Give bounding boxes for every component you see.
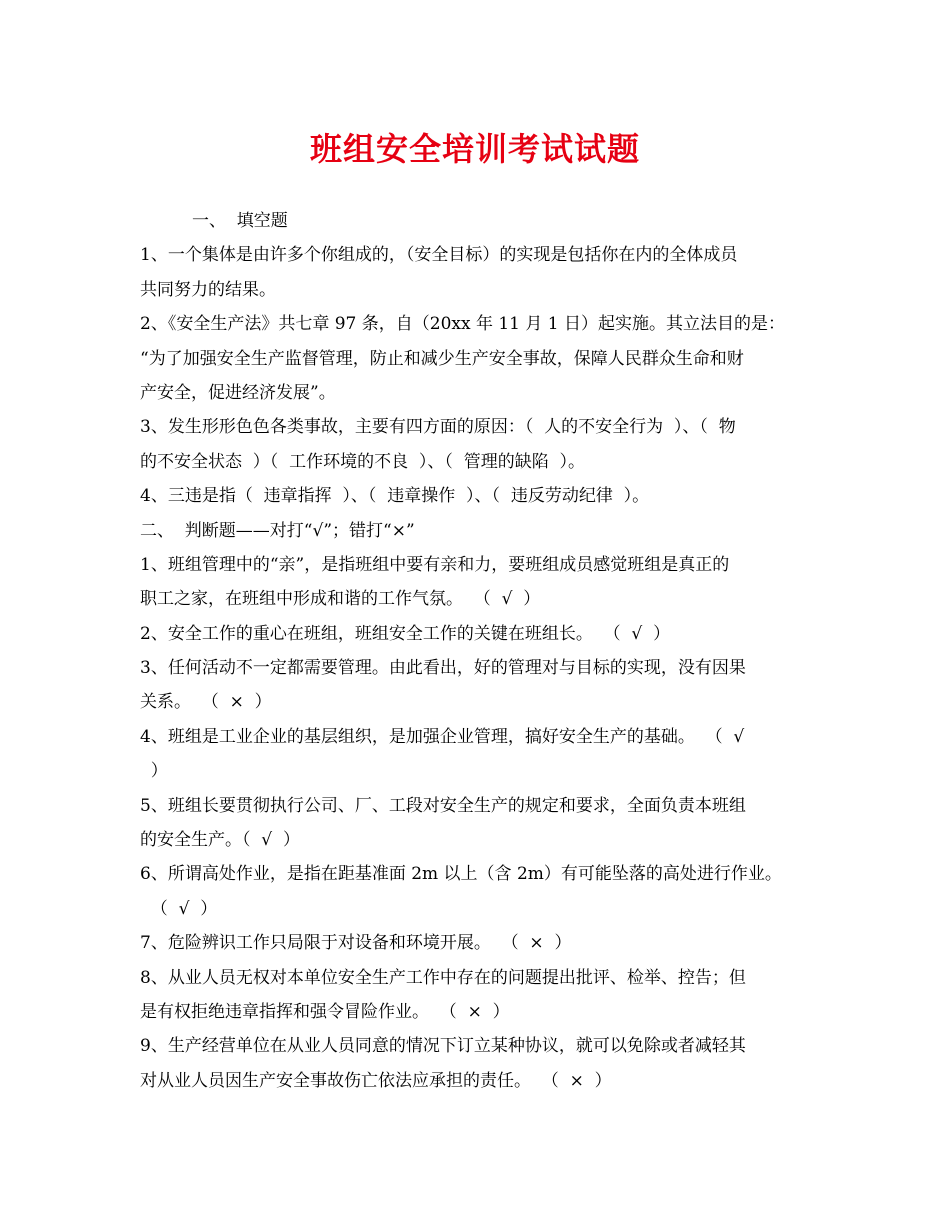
text-line: 2、《安全生产法》共七章 97 条，自（20xx 年 11 月 1 日）起实施。其立法目的是： — [140, 314, 786, 335]
text-line: 共同努力的结果。 — [140, 279, 276, 300]
text-line: （ √ ） — [140, 898, 218, 919]
text-line: 7、危险辨识工作只局限于对设备和环境开展。 （ × ） — [140, 933, 572, 954]
document-title: 班组安全培训考试试题 — [309, 130, 640, 168]
text-line: 1、班组管理中的“亲”，是指班组中要有亲和力，要班组成员感觉班组是真正的 — [140, 554, 730, 575]
document-body — [140, 204, 820, 1098]
text-line: “为了加强安全生产监督管理，防止和减少生产安全事故，保障人民群众生命和财 — [140, 348, 744, 369]
text-line: 3、发生形形色色各类事故，主要有四方面的原因：（ 人的不安全行为 ）、（ 物 — [140, 417, 736, 438]
text-line: 的不安全状态 ）（ 工作环境的不良 ）、（ 管理的缺陷 ）。 — [140, 451, 586, 472]
text-line: 8、从业人员无权对本单位安全生产工作中存在的问题提出批评、检举、控告；但 — [140, 967, 746, 988]
section-heading-true-false: 二、 判断题——对打“√”；错打“×” — [140, 520, 415, 541]
text-line: 4、班组是工业企业的基层组织，是加强企业管理，搞好安全生产的基础。 （ √ — [140, 726, 745, 747]
text-line: 产安全，促进经济发展”。 — [140, 382, 336, 403]
text-line: 职工之家，在班组中形成和谐的工作气氛。 （ √ ） — [140, 589, 541, 610]
text-line: ） — [140, 761, 168, 782]
text-line: 5、班组长要贯彻执行公司、厂、工段对安全生产的规定和要求，全面负责本班组 — [140, 795, 746, 816]
text-line: 4、三违是指（ 违章指挥 ）、（ 违章操作 ）、（ 违反劳动纪律 ）。 — [140, 486, 650, 507]
text-line: 6、所谓高处作业，是指在距基准面 2m 以上（含 2m）有可能坠落的高处进行作业。 — [140, 864, 782, 885]
text-line: 9、生产经营单位在从业人员同意的情况下订立某种协议，就可以免除或者减轻其 — [140, 1036, 746, 1057]
text-line: 的安全生产。（ √ ） — [140, 830, 300, 851]
text-line: 1、一个集体是由许多个你组成的，（安全目标）的实现是包括你在内的全体成员 — [140, 245, 738, 266]
text-line: 3、任何活动不一定都需要管理。由此看出，好的管理对与目标的实现，没有因果 — [140, 658, 746, 679]
text-line: 关系。 （ × ） — [140, 692, 272, 713]
section-heading-fill-blank: 一、 填空题 — [192, 211, 288, 231]
text-line: 是有权拒绝违章指挥和强令冒险作业。 （ × ） — [140, 1001, 510, 1022]
text-line: 对从业人员因生产安全事故伤亡依法应承担的责任。 （ × ） — [140, 1070, 612, 1091]
text-line: 2、安全工作的重心在班组，班组安全工作的关键在班组长。 （ √ ） — [140, 623, 671, 644]
